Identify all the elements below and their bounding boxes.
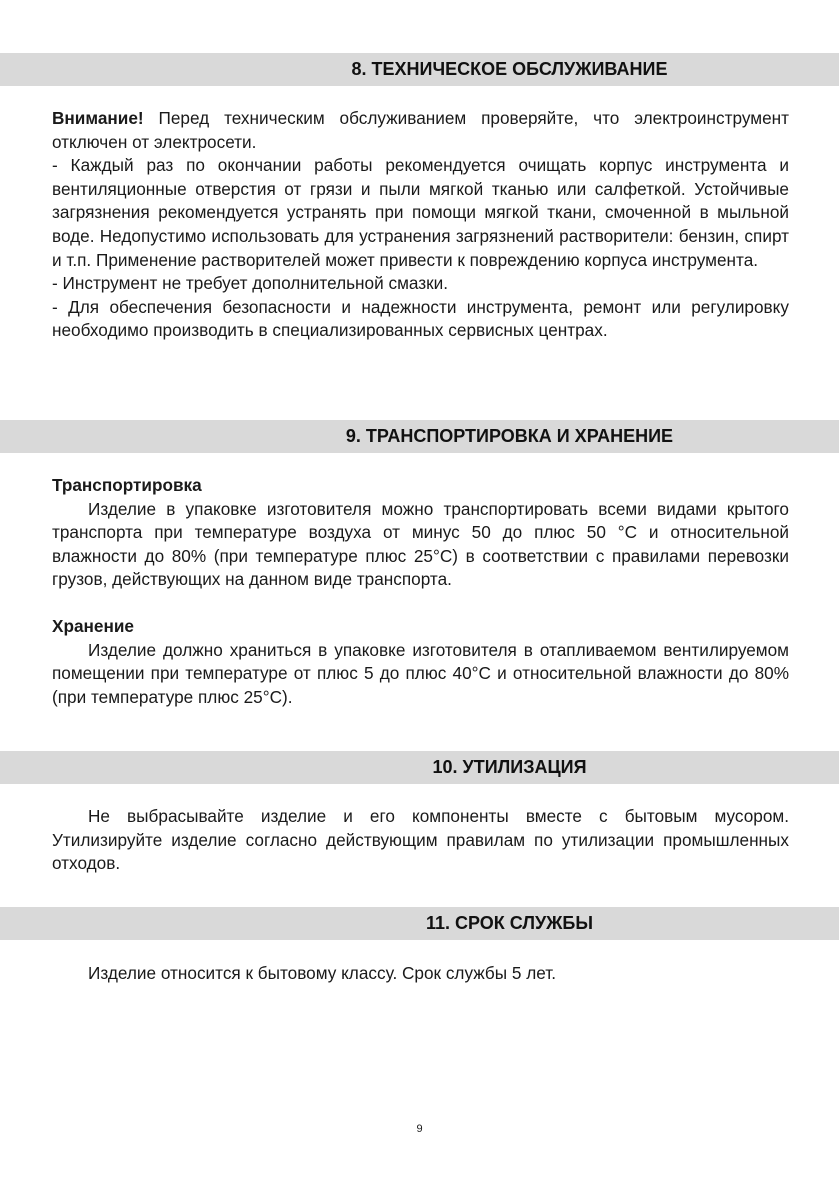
- transport-text: Изделие в упаковке изготовителя можно транспортировать всеми видами крытого транспорта при температуре воздуха от минус 50 до плюс 50 °С и относительной влажности до 80% (при температуре плюс 25°С) в соответствии с правилами перевозки грузов, действующих на данном виде транспорта.: [52, 498, 789, 590]
- spacer: [52, 592, 789, 615]
- page-number: 9: [416, 1123, 423, 1135]
- section-8-body: [52, 107, 789, 343]
- storage-text: Изделие должно храниться в упаковке изготовителя в отапливаемом вентилируемом помещении при температуре от плюс 5 до плюс 40°С и относительной влажности до 80% (при температуре плюс 25°С).: [52, 639, 789, 707]
- section-8-heading: 8. ТЕХНИЧЕСКОЕ ОБСЛУЖИВАНИЕ: [0, 53, 839, 86]
- maintenance-item-lubrication: - Инструмент не требует дополнительной смазки.: [52, 273, 449, 294]
- attention-text: Перед техническим обслуживанием проверяйте, что электроинструмент отключен от электросети.: [52, 108, 789, 152]
- section-9-body: [52, 474, 789, 709]
- attention-paragraph: [52, 107, 789, 154]
- section-11-heading: 11. СРОК СЛУЖБЫ: [0, 907, 839, 940]
- storage-title: Хранение: [52, 615, 134, 636]
- section-10-heading: 10. УТИЛИЗАЦИЯ: [0, 751, 839, 784]
- section-9-heading: 9. ТРАНСПОРТИРОВКА И ХРАНЕНИЕ: [0, 420, 839, 453]
- section-11-body: [52, 962, 789, 986]
- service-life-text: Изделие относится к бытовому классу. Срок службы 5 лет.: [88, 963, 556, 983]
- maintenance-item-repair: - Для обеспечения безопасности и надежности инструмента, ремонт или регулировку необходимо производить в специализированных сервисных центрах.: [52, 296, 789, 341]
- maintenance-item-cleaning: - Каждый раз по окончании работы рекомендуется очищать корпус инструмента и вентиляционные отверстия от грязи и пыли мягкой тканью или салфеткой. Устойчивые загрязнения рекомендуется устранять при помощи мягкой ткани, смоченной в мыльной воде. Недопустимо использовать для устранения загрязнений растворители: бензин, спирт и т.п. Применение растворителей может привести к повреждению корпуса инструмента.: [52, 155, 789, 270]
- attention-label: Внимание!: [52, 108, 144, 128]
- section-10-body: [52, 805, 789, 876]
- transport-title: Транспортировка: [52, 475, 202, 495]
- disposal-text: Не выбрасывайте изделие и его компоненты вместе с бытовым мусором. Утилизируйте изделие согласно действующим правилам по утилизации промышленных отходов.: [52, 806, 789, 874]
